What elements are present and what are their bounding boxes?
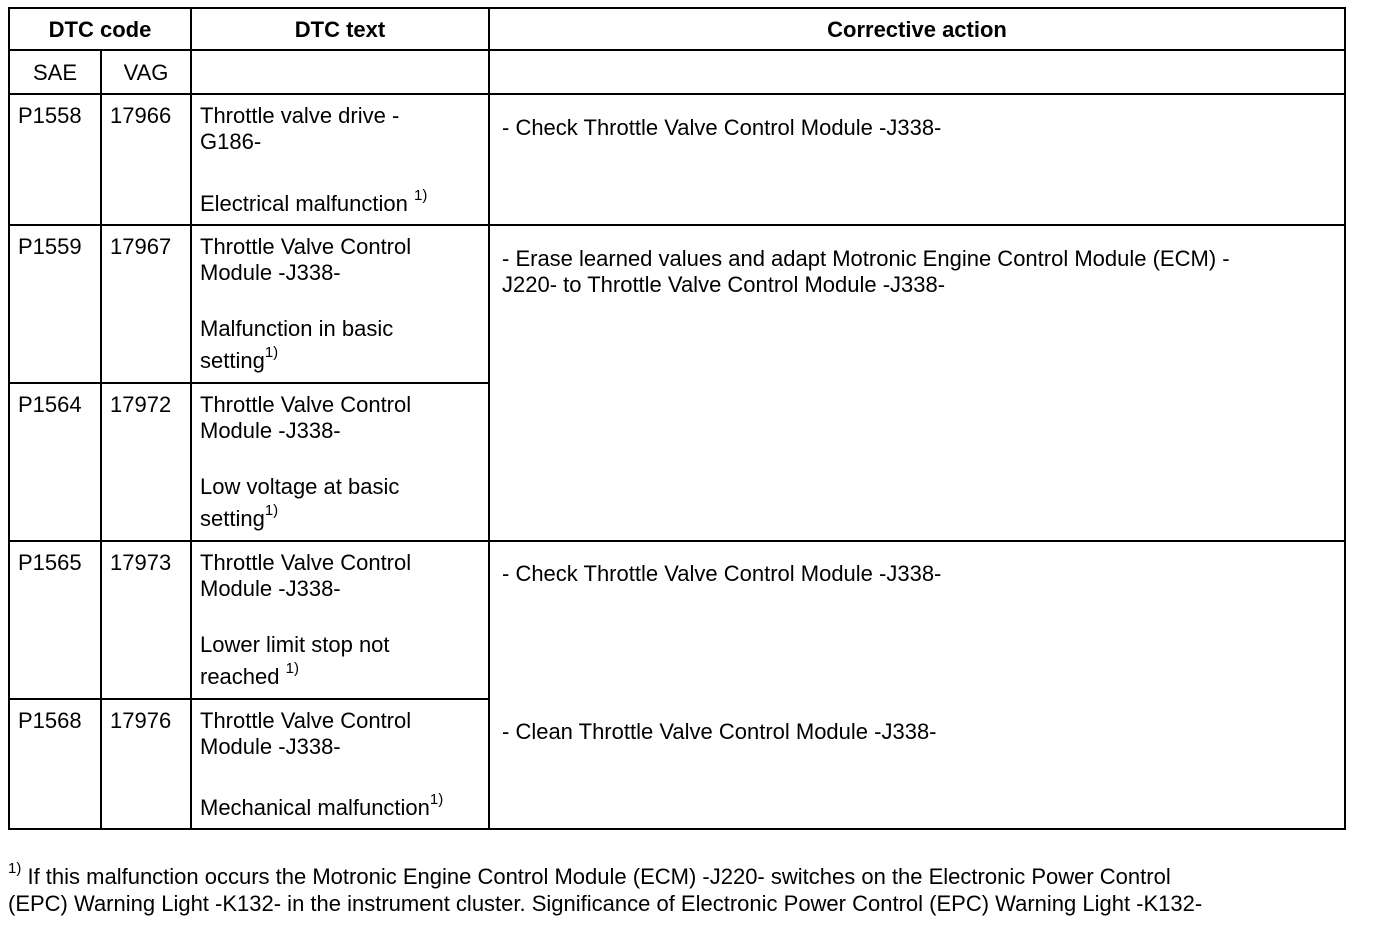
header-dtc-text: DTC text <box>294 17 386 42</box>
footnote-mark: 1) <box>8 859 22 877</box>
table-border-bottom <box>8 828 1346 830</box>
vag-code: 17966 <box>110 103 172 128</box>
dtc-condition-text: Mechanical malfunction <box>200 795 430 820</box>
sae-code: P1565 <box>18 550 82 575</box>
dtc-text: G186- <box>200 129 262 154</box>
dtc-text: Module -J338- <box>200 734 341 759</box>
footnote-line: (EPC) Warning Light -K132- in the instrument cluster. Significance of Electronic Power Control (EPC) Warning Light -K132- <box>8 891 1203 916</box>
dtc-condition: Low voltage at basic <box>200 474 400 499</box>
sae-code: P1559 <box>18 234 82 259</box>
dtc-condition-text: setting <box>200 506 265 531</box>
dtc-condition <box>200 343 279 374</box>
vag-code: 17976 <box>110 708 172 733</box>
sae-code: P1558 <box>18 103 82 128</box>
dtc-text: Throttle Valve Control <box>200 550 412 575</box>
footnote-mark: 1) <box>414 186 428 204</box>
header-sae: SAE <box>32 60 78 85</box>
row-divider <box>8 698 490 700</box>
header-vag: VAG <box>123 60 169 85</box>
dtc-condition-text: reached <box>200 664 280 689</box>
dtc-condition: Lower limit stop not <box>200 632 390 657</box>
header-corrective-action: Corrective action <box>827 17 1007 42</box>
dtc-condition <box>200 501 279 532</box>
dtc-text: Module -J338- <box>200 260 341 285</box>
column-divider <box>190 7 192 830</box>
corrective-action: - Check Throttle Valve Control Module -J338- <box>502 561 942 586</box>
dtc-text: Throttle Valve Control <box>200 234 412 259</box>
dtc-condition <box>200 659 299 690</box>
dtc-text: Throttle Valve Control <box>200 708 412 733</box>
dtc-condition-text: setting <box>200 348 265 373</box>
corrective-action: - Clean Throttle Valve Control Module -J338- <box>502 719 937 744</box>
footnote-mark: 1) <box>285 659 299 677</box>
table-border-left <box>8 7 10 830</box>
table-border-right <box>1344 7 1346 830</box>
header-divider <box>8 49 1346 51</box>
table-border-top <box>8 7 1346 9</box>
sae-code: P1564 <box>18 392 82 417</box>
dtc-text: Throttle valve drive - <box>200 103 400 128</box>
column-divider <box>100 49 102 830</box>
row-divider <box>8 382 490 384</box>
dtc-text: Module -J338- <box>200 576 341 601</box>
dtc-text: Throttle Valve Control <box>200 392 412 417</box>
column-divider <box>488 7 490 830</box>
row-divider <box>8 224 1346 226</box>
footnote-line <box>8 859 1171 890</box>
footnote-mark: 1) <box>264 343 279 361</box>
vag-code: 17972 <box>110 392 172 417</box>
dtc-condition <box>200 186 428 217</box>
footnote-text: If this malfunction occurs the Motronic Engine Control Module (ECM) -J220- switches on the Electronic Power Control <box>21 864 1171 889</box>
row-divider <box>8 540 1346 542</box>
dtc-text: Module -J338- <box>200 418 341 443</box>
dtc-condition: Malfunction in basic <box>200 316 394 341</box>
header-bottom <box>8 93 1346 95</box>
corrective-action: J220- to Throttle Valve Control Module -J338- <box>502 272 946 297</box>
vag-code: 17973 <box>110 550 172 575</box>
dtc-condition <box>200 790 444 821</box>
sae-code: P1568 <box>18 708 82 733</box>
corrective-action: - Erase learned values and adapt Motronic Engine Control Module (ECM) - <box>502 246 1230 271</box>
dtc-condition-text: Electrical malfunction <box>200 191 408 216</box>
footnote-mark: 1) <box>429 790 444 808</box>
corrective-action: - Check Throttle Valve Control Module -J338- <box>502 115 942 140</box>
footnote-mark: 1) <box>264 501 279 519</box>
vag-code: 17967 <box>110 234 172 259</box>
header-dtc-code: DTC code <box>48 17 152 42</box>
